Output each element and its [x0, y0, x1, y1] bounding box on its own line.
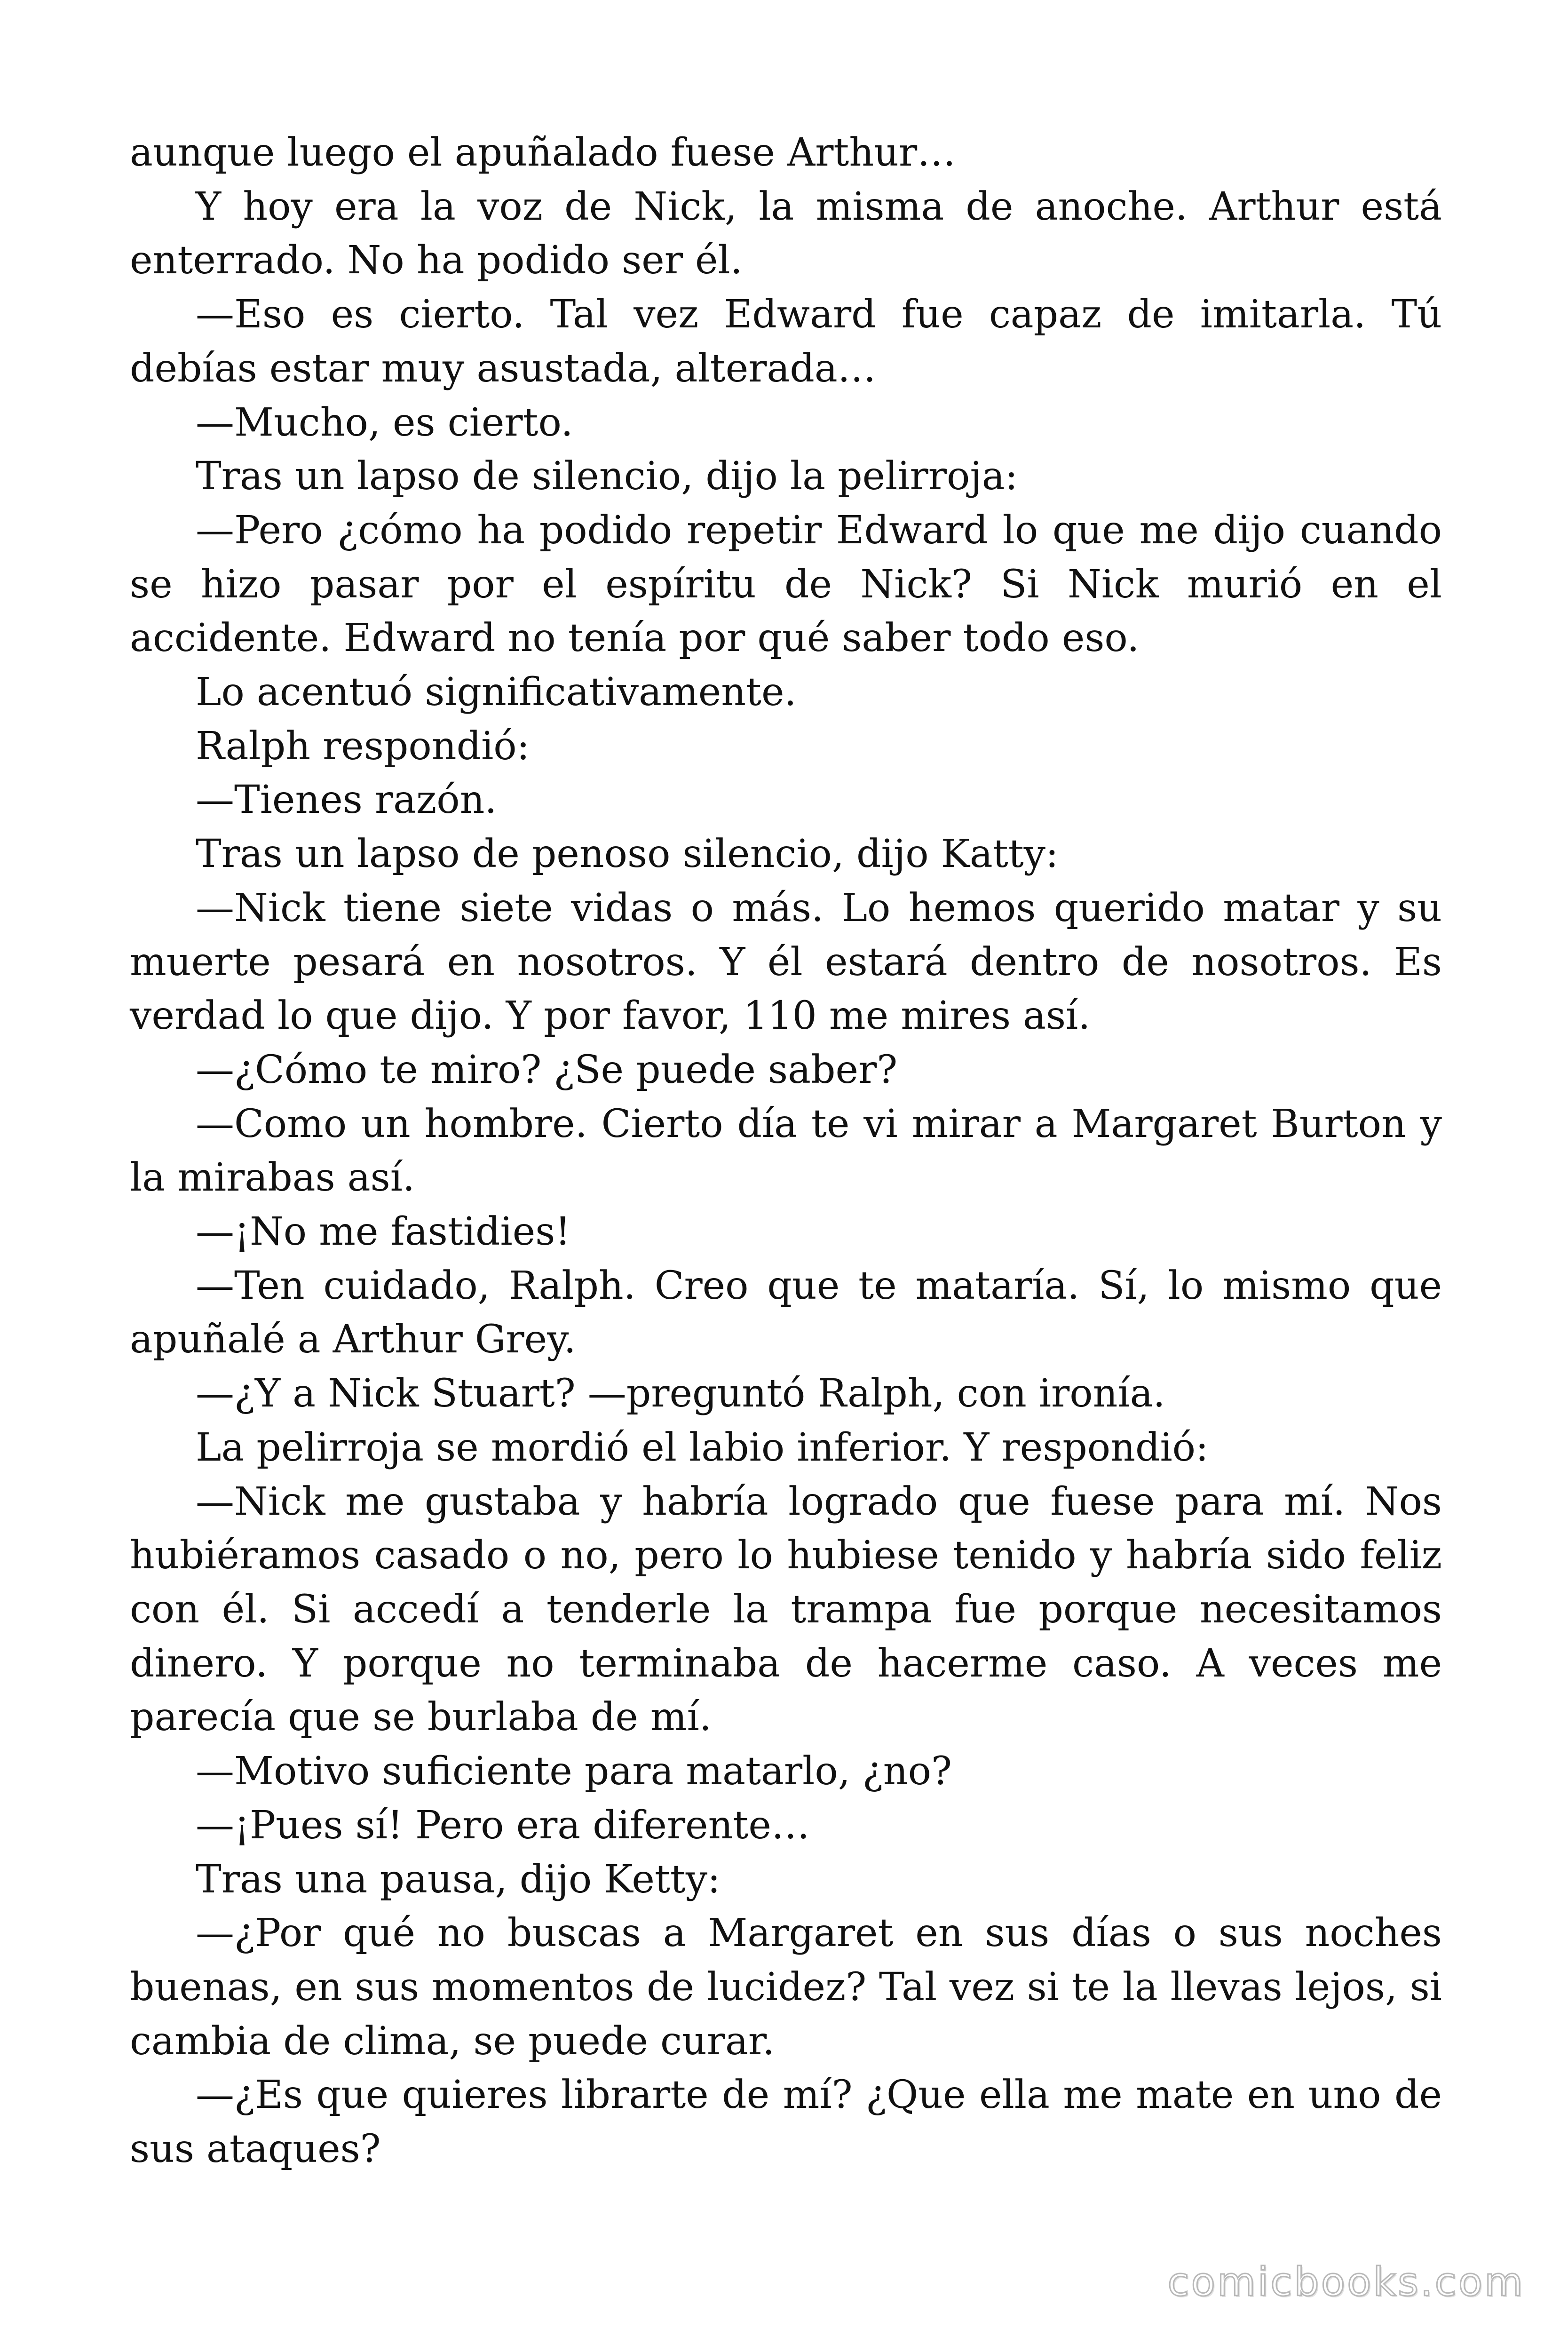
paragraph: —Nick me gustaba y habría logrado que fuese para mí. Nos hubiéramos casado o no, pero lo hubiese tenido y habría sido feliz con él. Si accedí a tenderle la trampa fue porque necesitamos dinero. Y porque no terminaba de hacerme caso. A veces me parecía que se burlaba de mí.: [130, 1479, 1442, 1740]
paragraph: —Pero ¿cómo ha podido repetir Edward lo que me dijo cuando se hizo pasar por el espíritu de Nick? Si Nick murió en el accidente. Edward no tenía por qué saber todo eso.: [130, 508, 1442, 661]
paragraph: —Eso es cierto. Tal vez Edward fue capaz de imitarla. Tú debías estar muy asustada, alterada…: [130, 292, 1442, 391]
paragraph: —¿Por qué no buscas a Margaret en sus días o sus noches buenas, en sus momentos de lucidez? Tal vez si te la llevas lejos, si cambia de clima, se puede curar.: [130, 1911, 1442, 2064]
paragraph: Tras una pausa, dijo Ketty:: [196, 1857, 721, 1902]
paragraph: —Motivo suficiente para matarlo, ¿no?: [196, 1749, 952, 1794]
paragraph: Ralph respondió:: [196, 723, 530, 769]
paragraph: Tras un lapso de penoso silencio, dijo Katty:: [196, 832, 1059, 877]
paragraph: —¡No me fastidies!: [196, 1209, 571, 1255]
paragraph: aunque luego el apuñalado fuese Arthur…: [130, 130, 956, 175]
paragraph: Tras un lapso de silencio, dijo la pelirroja:: [196, 454, 1018, 499]
paragraph: Lo acentuó significativamente.: [196, 670, 797, 715]
watermark: comicbooks.com: [1167, 2259, 1525, 2305]
paragraph: —¿Es que quieres librarte de mí? ¿Que ella me mate en uno de sus ataques?: [130, 2073, 1442, 2172]
paragraph: —Como un hombre. Cierto día te vi mirar a Margaret Burton y la mirabas así.: [130, 1101, 1442, 1200]
paragraph: —Tienes razón.: [196, 778, 497, 823]
paragraph: —¿Cómo te miro? ¿Se puede saber?: [196, 1047, 898, 1092]
paragraph: —¿Y a Nick Stuart? —preguntó Ralph, con ironía.: [196, 1371, 1165, 1416]
page-body: [130, 126, 1442, 2177]
paragraph: —Mucho, es cierto.: [196, 400, 573, 445]
paragraph: —¡Pues sí! Pero era diferente…: [196, 1803, 810, 1848]
paragraph: —Ten cuidado, Ralph. Creo que te mataría. Sí, lo mismo que apuñalé a Arthur Grey.: [130, 1263, 1442, 1362]
paragraph: Y hoy era la voz de Nick, la misma de anoche. Arthur está enterrado. No ha podido ser él.: [130, 184, 1442, 283]
paragraph: La pelirroja se mordió el labio inferior. Y respondió:: [196, 1425, 1209, 1470]
paragraph: —Nick tiene siete vidas o más. Lo hemos querido matar y su muerte pesará en nosotros. Y él estará dentro de nosotros. Es verdad lo que dijo. Y por favor, 110 me mires así.: [130, 885, 1442, 1039]
